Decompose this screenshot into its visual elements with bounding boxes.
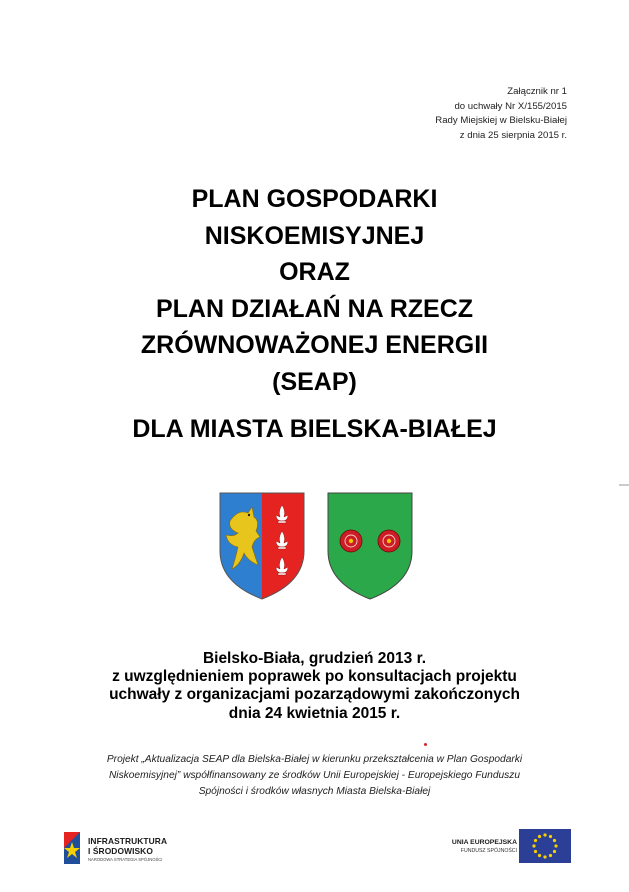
title-line-1: PLAN GOSPODARKI: [191, 185, 438, 213]
page-edge-mark: [619, 483, 629, 487]
infrastruktura-logo: [60, 828, 190, 868]
place-and-date: [0, 650, 629, 723]
place-date-line-3: uchwały z organizacjami pozarządowymi zakończonych: [109, 686, 520, 704]
title-line-6: (SEAP): [272, 367, 357, 396]
title-line-7: DLA MIASTA BIELSKA-BIAŁEJ: [132, 414, 497, 443]
project-line-2: Niskoemisyjnej” współfinansowany ze środków Unii Europejskiej - Europejskiego Funduszu: [108, 770, 521, 781]
place-date-line-2: z uwzględnieniem poprawek po konsultacjach projektu: [112, 668, 517, 686]
title-line-5: ZRÓWNOWAŻONEJ ENERGII: [140, 331, 489, 360]
crests-image: [218, 491, 414, 601]
eu-name: UNIA EUROPEJSKA: [451, 839, 517, 846]
infra-line-3: NARODOWA STRATEGIA SPÓJNOŚCI: [88, 857, 163, 862]
place-date-line-1: Bielsko-Biała, grudzień 2013 r.: [202, 650, 427, 667]
eu-logo: [452, 829, 572, 865]
eu-flag-icon: [519, 829, 571, 863]
city-crests: [218, 491, 414, 601]
infra-line-2: I ŚRODOWISKO: [88, 846, 153, 856]
annex-line-3: Rady Miejskiej w Bielsku-Białej: [435, 115, 567, 126]
annex-line-1: Załącznik nr 1: [507, 86, 567, 97]
annex-line-2: do uchwały Nr X/155/2015: [454, 100, 567, 112]
rose-right: [378, 530, 400, 552]
project-line-3: Spójności i środków własnych Miasta Bielska-Białej: [198, 786, 431, 797]
title-line-4: PLAN DZIAŁAŃ NA RZECZ: [155, 294, 474, 323]
title-line-2: NISKOEMISYJNEJ: [204, 221, 425, 250]
document-title: [0, 181, 629, 447]
project-line-1: Projekt „Aktualizacja SEAP dla Bielska-Białej w kierunku przekształcenia w Plan Gospodarki: [106, 754, 523, 765]
infrastruktura-emblem-icon: [60, 828, 84, 868]
biala-crest: [328, 493, 412, 599]
annex-note: [435, 85, 567, 143]
eu-fund: FUNDUSZ SPÓJNOŚCI: [460, 848, 517, 854]
red-dot-mark: [424, 743, 427, 746]
place-date-line-4: dnia 24 kwietnia 2015 r.: [228, 704, 401, 722]
annex-line-4: z dnia 25 sierpnia 2015 r.: [459, 129, 567, 141]
project-note: [0, 752, 629, 800]
rose-left: [340, 530, 362, 552]
title-line-3: ORAZ: [279, 258, 350, 287]
infra-line-1: INFRASTRUKTURA: [88, 836, 168, 846]
bielsko-crest: [218, 491, 306, 601]
